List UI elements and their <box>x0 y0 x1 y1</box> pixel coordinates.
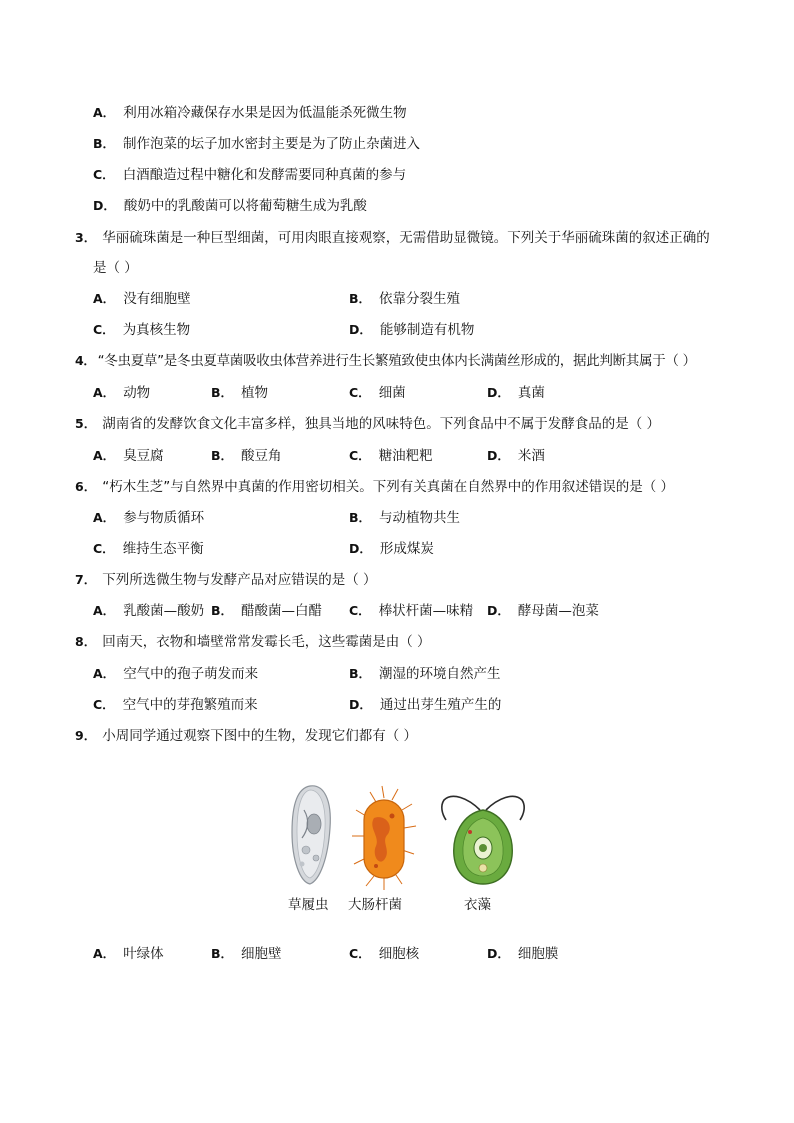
option-text: 米酒 <box>517 448 545 464</box>
label-e-coli: 大肠杆菌 <box>348 897 402 913</box>
q8-option-d[interactable] <box>349 695 501 715</box>
option-key: C． <box>93 322 115 337</box>
question-text: 下列所选微生物与发酵产品对应错误的是（ ） <box>102 572 377 588</box>
q3-option-c[interactable] <box>93 320 190 340</box>
option-text: 没有细胞壁 <box>123 291 191 307</box>
option-text: 空气中的孢子萌发而来 <box>123 666 259 682</box>
q7-option-b[interactable] <box>211 601 322 621</box>
q9-option-a[interactable] <box>93 944 164 964</box>
option-key: D． <box>349 697 372 712</box>
q7-option-d[interactable] <box>487 601 599 621</box>
option-key: C． <box>349 385 371 400</box>
question-number: 4． <box>75 353 96 368</box>
q4-option-c[interactable] <box>349 383 406 403</box>
q3-stem <box>75 228 710 248</box>
option-text: 真菌 <box>517 385 545 401</box>
option-text: 形成煤炭 <box>379 541 434 557</box>
option-key: A． <box>93 385 116 400</box>
question-text: “冬虫夏草”是冬虫夏草菌吸收虫体营养进行生长繁殖致使虫体内长满菌丝形成的，据此判断其属于（ ） <box>97 353 696 369</box>
option-text: 空气中的芽孢繁殖而来 <box>122 697 258 713</box>
option-key: A． <box>93 666 116 681</box>
q5-option-b[interactable] <box>211 446 282 466</box>
q2-option-b[interactable] <box>93 134 420 154</box>
question-number: 6． <box>75 479 97 494</box>
q9-stem <box>75 726 417 746</box>
option-text: 臭豆腐 <box>123 448 164 464</box>
question-number: 3． <box>75 230 97 245</box>
option-text: 潮湿的环境自然产生 <box>379 666 501 682</box>
option-text: 细胞核 <box>378 946 420 962</box>
q7-option-a[interactable] <box>93 601 204 621</box>
option-key: C． <box>93 167 115 182</box>
option-text: 酵母菌—泡菜 <box>517 603 599 619</box>
option-text: 依靠分裂生殖 <box>379 291 461 307</box>
option-key: B． <box>211 448 234 463</box>
option-key: A． <box>93 448 116 463</box>
label-paramecium: 草履虫 <box>288 897 329 913</box>
chlamydomonas-image <box>442 796 524 884</box>
option-text: 与动植物共生 <box>379 510 461 526</box>
question-text: 华丽硫珠菌是一种巨型细菌，可用肉眼直接观察，无需借助显微镜。下列关于华丽硫珠菌的叙述正确的 <box>102 230 710 246</box>
option-text: 细菌 <box>378 385 406 401</box>
q4-stem <box>75 351 696 371</box>
q8-stem <box>75 632 431 652</box>
option-key: D． <box>93 198 116 213</box>
q6-stem <box>75 477 674 497</box>
option-text: 利用冰箱冷藏保存水果是因为低温能杀死微生物 <box>123 105 407 121</box>
option-key: A． <box>93 603 116 618</box>
option-key: B． <box>211 946 234 961</box>
q3-option-b[interactable] <box>349 289 460 309</box>
option-text: 参与物质循环 <box>123 510 205 526</box>
q5-option-c[interactable] <box>349 446 433 466</box>
option-text: 制作泡菜的坛子加水密封主要是为了防止杂菌进入 <box>123 136 421 152</box>
e-coli-image <box>352 786 416 890</box>
q8-option-c[interactable] <box>93 695 258 715</box>
option-key: B． <box>349 666 372 681</box>
q2-option-d[interactable] <box>93 196 367 216</box>
option-key: A． <box>93 105 116 120</box>
q9-option-d[interactable] <box>487 944 558 964</box>
q8-option-b[interactable] <box>349 664 501 684</box>
q5-option-a[interactable] <box>93 446 164 466</box>
option-key: D． <box>349 541 372 556</box>
question-text: 回南天，衣物和墙壁常常发霉长毛，这些霉菌是由（ ） <box>102 634 431 650</box>
option-text: 维持生态平衡 <box>122 541 204 557</box>
question-text: “朽木生芝”与自然界中真菌的作用密切相关。下列有关真菌在自然界中的作用叙述错误的是（ ） <box>102 479 674 495</box>
option-text: 白酒酿造过程中糖化和发酵需要同种真菌的参与 <box>122 167 407 183</box>
question-number: 8． <box>75 634 97 649</box>
q5-option-d[interactable] <box>487 446 545 466</box>
q2-option-c[interactable] <box>93 165 406 185</box>
q9-option-c[interactable] <box>349 944 419 964</box>
option-text: 棒状杆菌—味精 <box>378 603 474 619</box>
question-text: 小周同学通过观察下图中的生物，发现它们都有（ ） <box>102 728 417 744</box>
option-key: C． <box>93 697 115 712</box>
q4-option-d[interactable] <box>487 383 545 403</box>
q3-option-d[interactable] <box>349 320 474 340</box>
option-text: 细胞膜 <box>517 946 559 962</box>
q4-option-a[interactable] <box>93 383 150 403</box>
question-text: 湖南省的发酵饮食文化丰富多样，独具当地的风味特色。下列食品中不属于发酵食品的是（ ） <box>102 416 660 432</box>
q2-option-a[interactable] <box>93 103 407 123</box>
option-key: D． <box>349 322 372 337</box>
option-key: B． <box>211 603 234 618</box>
option-key: C． <box>349 603 371 618</box>
q3-stem-cont: 是（ ） <box>93 260 138 276</box>
option-text: 酸豆角 <box>241 448 282 464</box>
option-text: 叶绿体 <box>123 946 164 962</box>
option-text: 植物 <box>241 385 269 401</box>
q6-option-a[interactable] <box>93 508 204 528</box>
q6-option-b[interactable] <box>349 508 460 528</box>
question-number: 7． <box>75 572 97 587</box>
option-key: B． <box>211 385 234 400</box>
q7-option-c[interactable] <box>349 601 473 621</box>
option-key: A． <box>93 946 116 961</box>
q7-stem <box>75 570 377 590</box>
option-text: 为真核生物 <box>122 322 191 338</box>
option-key: A． <box>93 291 116 306</box>
option-text: 糖油粑粑 <box>378 448 433 464</box>
option-key: C． <box>349 946 371 961</box>
option-text: 通过出芽生殖产生的 <box>379 697 502 713</box>
q3-option-a[interactable] <box>93 289 191 309</box>
question-number: 9． <box>75 728 97 743</box>
q9-option-b[interactable] <box>211 944 282 964</box>
option-key: B． <box>93 136 116 151</box>
paramecium-image <box>292 786 330 884</box>
option-key: A． <box>93 510 116 525</box>
option-key: C． <box>93 541 115 556</box>
option-text: 醋酸菌—白醋 <box>241 603 323 619</box>
question-number: 5． <box>75 416 97 431</box>
option-text: 动物 <box>123 385 151 401</box>
option-text: 细胞壁 <box>241 946 282 962</box>
label-chlamydomonas: 衣藻 <box>464 897 491 913</box>
option-key: D． <box>487 448 510 463</box>
option-key: B． <box>349 291 372 306</box>
organism-figure <box>280 780 540 920</box>
q5-stem <box>75 414 660 434</box>
option-key: D． <box>487 946 510 961</box>
option-text: 酸奶中的乳酸菌可以将葡萄糖生成为乳酸 <box>123 198 367 214</box>
q6-option-d[interactable] <box>349 539 434 559</box>
option-key: D． <box>487 385 510 400</box>
q6-option-c[interactable] <box>93 539 204 559</box>
option-key: B． <box>349 510 372 525</box>
q8-option-a[interactable] <box>93 664 258 684</box>
option-key: D． <box>487 603 510 618</box>
option-text: 能够制造有机物 <box>379 322 475 338</box>
option-text: 乳酸菌—酸奶 <box>123 603 205 619</box>
q4-option-b[interactable] <box>211 383 268 403</box>
option-key: C． <box>349 448 371 463</box>
